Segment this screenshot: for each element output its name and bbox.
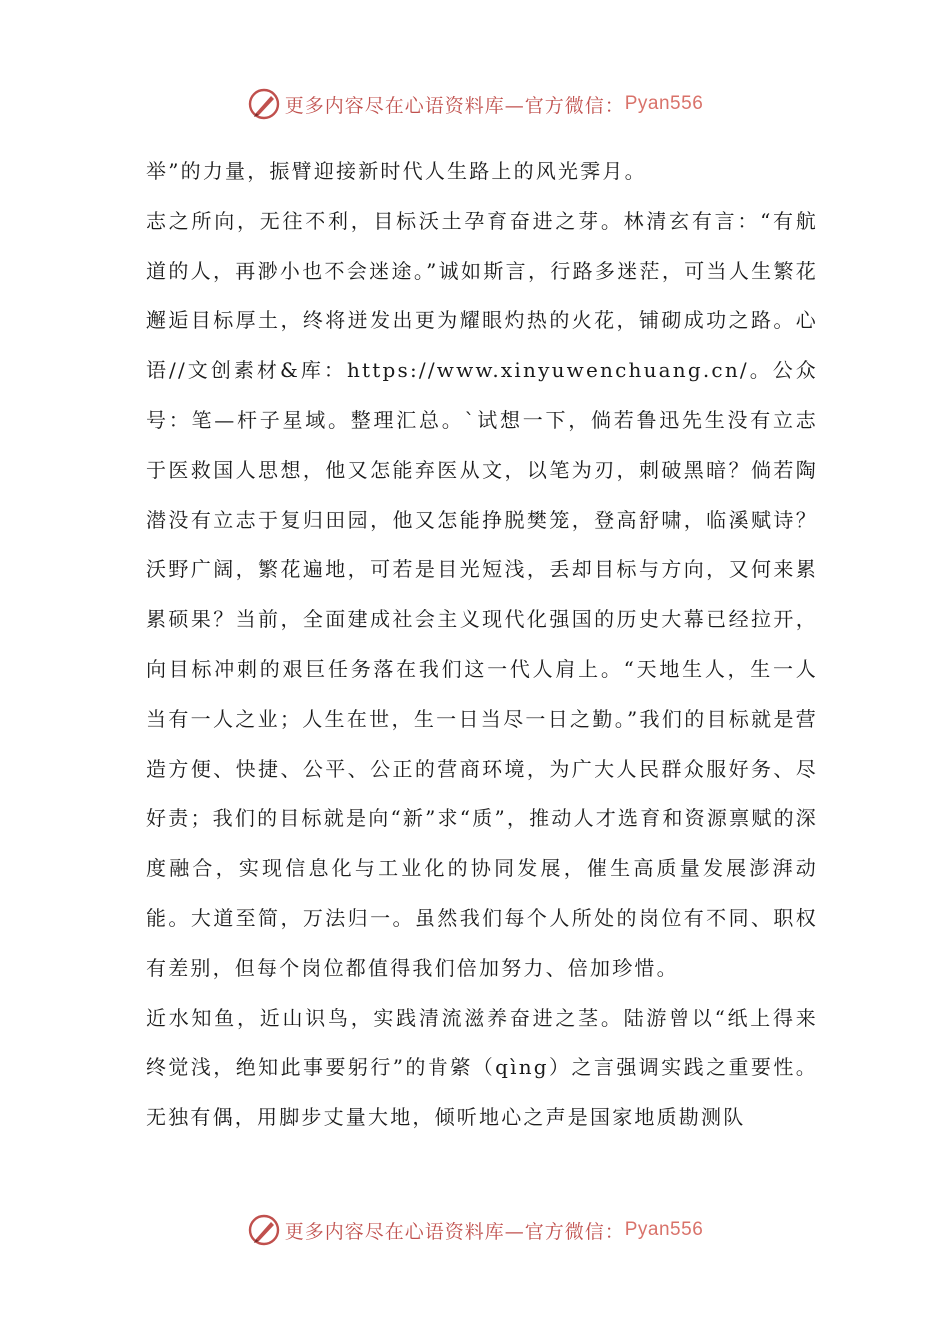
header-banner xyxy=(0,84,950,124)
footer-banner xyxy=(0,1210,950,1250)
article-body xyxy=(146,147,818,1143)
banner-text: 更多内容尽在心语资料库—官方微信： xyxy=(284,1220,625,1243)
pen-logo-icon xyxy=(247,1213,281,1247)
banner-text: 更多内容尽在心语资料库—官方微信： xyxy=(284,94,625,117)
wechat-id: Pyan556 xyxy=(624,93,704,114)
paragraph-3: 近水知鱼，近山识鸟，实践清流滋养奋进之茎。陆游曾以“纸上得来终觉浅，绝知此事要躬行”的肯綮（qìng）之言强调实践之重要性。无独有偶，用脚步丈量大地，倾听地心之声是国家地质勘测队 xyxy=(146,1005,818,1130)
paragraph-2: 志之所向，无往不利，目标沃土孕育奋进之芽。林清玄有言：“有航道的人，再渺小也不会迷途。”诚如斯言，行路多迷茫，可当人生繁花邂逅目标厚土，终将迸发出更为耀眼灼热的火花，铺砌成功之路。心语//文创素材&库：https://www.xinyuwenchuang.cn/。公众号：笔—杆子星域。整理汇总。`试想一下，倘若鲁迅先生没有立志于医救国人思想，他又怎能弃医从文，以笔为刃，刺破黑暗？倘若陶潜没有立志于复归田园，他又怎能挣脱樊笼，登高舒啸，临溪赋诗？沃野广阔，繁花遍地，可若是目光短浅，丢却目标与方向，又何来累累硕果？当前，全面建成社会主义现代化强国的历史大幕已经拉开，向目标冲刺的艰巨任务落在我们这一代人肩上。“天地生人，生一人当有一人之业；人生在世，生一日当尽一日之勤。”我们的目标就是营造方便、快捷、公平、公正的营商环境，为广大人民群众服好务、尽好责；我们的目标就是向“新”求“质”，推动人才选育和资源禀赋的深度融合，实现信息化与工业化的协同发展，催生高质量发展澎湃动能。大道至简，万法归一。虽然我们每个人所处的岗位有不同、职权有差别，但每个岗位都值得我们倍加努力、倍加珍惜。 xyxy=(146,208,818,980)
wechat-id: Pyan556 xyxy=(624,1219,704,1240)
pen-logo-icon xyxy=(247,87,281,121)
paragraph-1: 举”的力量，振臂迎接新时代人生路上的风光霁月。 xyxy=(146,159,647,183)
